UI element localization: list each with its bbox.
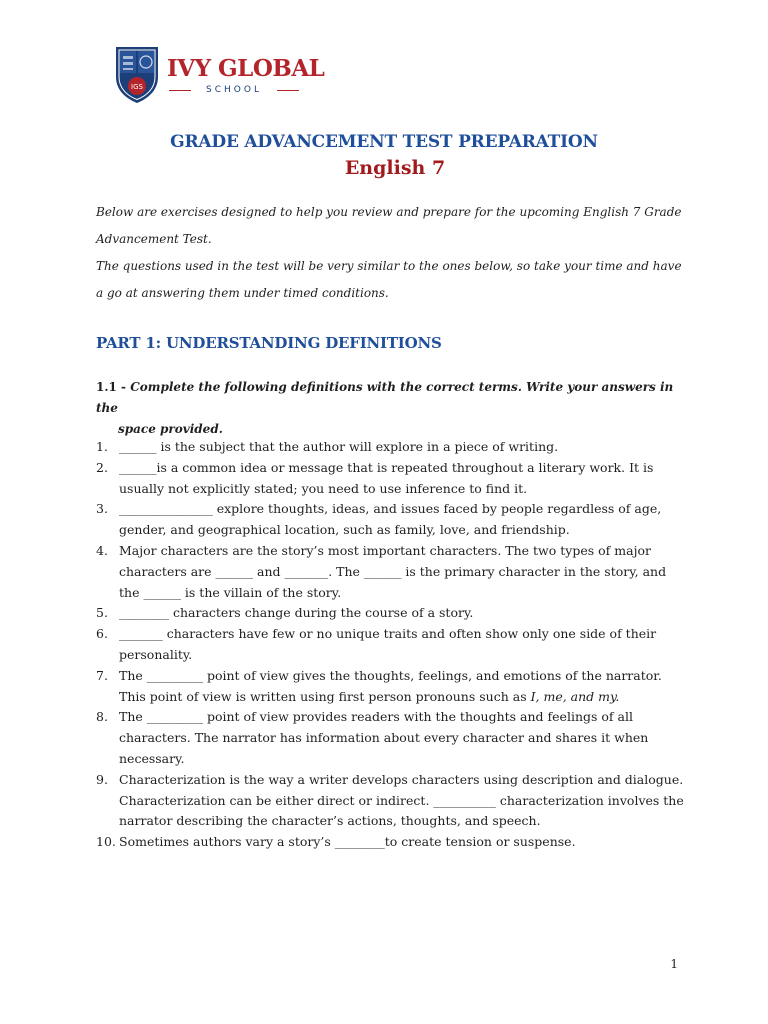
- list-item: [96, 624, 686, 666]
- document-subtitle: English 7: [344, 157, 446, 179]
- item-text-tail: .: [615, 688, 620, 704]
- instruction-text: space provided.: [118, 422, 223, 436]
- item-number: 8.: [96, 709, 108, 725]
- item-text: The _________ point of view provides readers with the thoughts and feelings of all characters. The narrator has information about every character and shares it when necessary.: [119, 709, 649, 766]
- list-item: [96, 499, 686, 541]
- intro-line: The questions used in the test will be very similar to the ones below, so take your time and have a go at answering them under timed conditions.: [96, 259, 682, 300]
- list-item: [96, 603, 686, 624]
- intro-paragraph: [96, 199, 686, 253]
- shield-crest-icon: [113, 43, 161, 105]
- item-number: 5.: [96, 605, 108, 621]
- item-number: 6.: [96, 626, 108, 642]
- question-number: 1.1 -: [96, 380, 127, 394]
- instruction-text: Complete the following definitions with the correct terms. Write your answers in the: [96, 380, 674, 415]
- item-number: 7.: [96, 667, 108, 683]
- divider: [277, 90, 299, 91]
- item-number: 10.: [96, 834, 116, 850]
- section-heading: PART 1: UNDERSTANDING DEFINITIONS: [96, 334, 442, 352]
- list-item: [96, 437, 686, 458]
- document-title: GRADE ADVANCEMENT TEST PREPARATION: [170, 132, 598, 152]
- list-item: [96, 458, 686, 500]
- brand-name: IVY GLOBAL: [167, 55, 325, 82]
- shield-initials: IGS: [131, 83, 143, 91]
- definitions-list: [96, 437, 686, 853]
- item-text: ________ characters change during the course of a story.: [119, 605, 474, 621]
- item-text: ______is a common idea or message that is repeated throughout a literary work. It is usually not explicitly stated; you need to use inference to find it.: [119, 459, 654, 496]
- item-text: Sometimes authors vary a story’s ________to create tension or suspense.: [119, 834, 576, 850]
- item-text: _______ characters have few or no unique traits and often show only one side of their personality.: [119, 626, 657, 662]
- intro-paragraph: [96, 253, 686, 307]
- item-text: ______ is the subject that the author will explore in a piece of writing.: [119, 439, 559, 454]
- brand-subtitle-row: [169, 83, 299, 97]
- item-number: 3.: [96, 501, 108, 517]
- item-number: 9.: [96, 771, 108, 787]
- list-item: [96, 832, 686, 853]
- divider: [169, 90, 191, 91]
- item-text: Major characters are the story’s most important characters. The two types of major characters are ______ and _______. The ______ is the primary character in the story, and the ______ is the villain of the story.: [119, 542, 667, 600]
- item-text: Characterization is the way a writer develops characters using description and dialogue. Characterization can be either direct or indirect. __________ characterization involves the narrator describing the character’s actions, thoughts, and speech.: [119, 771, 684, 829]
- brand-subtitle: SCHOOL: [206, 85, 262, 95]
- list-item: [96, 770, 686, 832]
- item-text: The _________ point of view gives the thoughts, feelings, and emotions of the narrator. This point of view is written using first person pronouns such as: [119, 667, 662, 704]
- item-number: 4.: [96, 542, 108, 558]
- list-item: [96, 541, 686, 603]
- item-text-italic: I, me, and my: [530, 688, 616, 704]
- item-number: 1.: [96, 439, 108, 454]
- school-logo: [113, 43, 325, 105]
- list-item: [96, 707, 686, 769]
- list-item: [96, 666, 686, 708]
- intro-line: Below are exercises designed to help you review and prepare for the upcoming English 7 Grade Advancement Test.: [96, 205, 682, 246]
- page-number: 1: [670, 957, 678, 971]
- item-number: 2.: [96, 459, 108, 475]
- item-text: _______________ explore thoughts, ideas, and issues faced by people regardless of age, gender, and geographical location, such as family, love, and friendship.: [119, 501, 662, 538]
- question-instruction: [96, 377, 686, 440]
